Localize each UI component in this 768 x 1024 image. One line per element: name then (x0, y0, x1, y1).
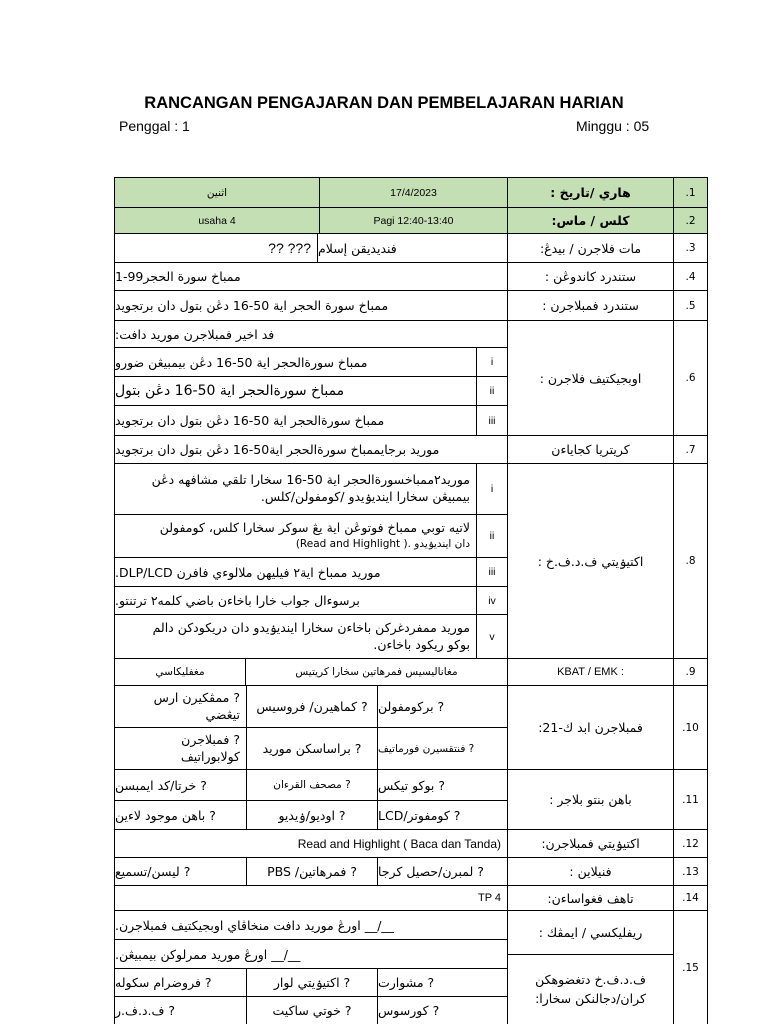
pak21-option: ? فمبلاجرن کولابوراتيف (180, 731, 240, 764)
learning-activity-value: Read and Highlight ( Baca dan Tanda) (297, 836, 501, 851)
objective-item: ممباخ سورةالحجر اية 50-16 دڠن بيمبيڠن ضورو (115, 354, 368, 370)
pak21-option: ? کماهيرن/ فروسيس (256, 699, 368, 714)
penggal-label: Penggal : 1 (119, 118, 190, 134)
objective-number: iii (488, 414, 496, 427)
postpone-reason: ? فروضرام سکوله (115, 975, 212, 990)
row-label-learning-activity: اکتيۏيتي فمبلاجرن: (541, 836, 640, 851)
activity-item: برسوءال جواب خارا باخاءن باضي کلمه٢ ترتنتو. (115, 593, 360, 608)
row-number: .14 (682, 892, 699, 904)
material-option: ? بوکو تيکس (378, 777, 446, 793)
activity-line: لاتيه توبي ممباخ فوتوڠن اية يڠ سوکر سخارا کلس، کومفولن (159, 520, 470, 536)
row-label-kbat: KBAT / EMK : (557, 666, 624, 678)
activity-item (115, 515, 476, 557)
activity-number: ii (489, 530, 495, 542)
assessment-option: ? فمرهاتين/ PBS (267, 864, 357, 879)
row-number: .7 (685, 443, 696, 456)
kbat-value: مغاناليسيس فمرهاتين سخارا کريتيس (295, 666, 458, 678)
learning-standard-value: ممباخ سورة الحجر اية 50-16 دڠن بتول دان برتجويد (115, 298, 389, 313)
assessment-option: ? لمبرن/حصيل کرجا (378, 864, 484, 879)
row-number: .12 (682, 837, 699, 850)
row-number: .4 (685, 270, 696, 283)
row-number: .6 (685, 372, 696, 384)
date-value: 17/4/2023 (390, 186, 437, 199)
postpone-reason: ? اکتيۏيتي لوار (273, 975, 351, 990)
row-number: .1 (685, 186, 696, 199)
activity-item: موريد ممباخ اية٢ فيليهن ملالوءي فافرن DLP/LCD. (115, 564, 381, 580)
row-label-assessment: فنيلاين : (569, 864, 612, 879)
row-number: .15 (682, 961, 699, 974)
row-label-learning-standard: ستندرد فمبلاجرن : (542, 298, 639, 313)
activity-line: موريد ممفردغرکن باخاءن سخارا اينديۏيدو دان دريکودکن دالم (152, 619, 470, 635)
row-label-reflection: ريفليکسي / ايمڤك : (538, 925, 643, 940)
reflection-achieved: __/__ اورڠ موريد دافت منخاڤاي اوبجيکتيف فمبلاجرن. (115, 917, 394, 933)
row-label-subject: مات فلاجرن / بيدڠ: (539, 240, 642, 256)
time-value: Pagi 12:40-13:40 (373, 214, 454, 227)
page-title: RANCANGAN PENGAJARAN DAN PEMBELAJARAN HARIAN (144, 94, 624, 112)
row-label-postponed (508, 955, 673, 1024)
activity-line: موريد٢ممباخسورةالحجر اية 50-16 سخارا تلقي مشافهه دڠن (151, 472, 470, 488)
postpone-reason: ? ف.د.ف.ر (115, 1003, 176, 1018)
row-label-materials: باهن بنتو بلاجر : (549, 792, 632, 807)
row-label-mastery-level: تاهف فغواساءن: (547, 890, 634, 906)
row-number: .8 (685, 555, 696, 567)
row-number: .2 (685, 214, 696, 227)
pak21-option: ? ممڤکيرن ارس تيڠضي (153, 689, 240, 722)
pak21-option: ? فنتقسيرن فورماتيف (378, 742, 475, 755)
activity-number: i (490, 483, 494, 495)
postpone-reason: ? خوتي ساکيت (272, 1003, 352, 1018)
row-label-class: كلس / ماس: (551, 213, 630, 228)
reflection-guidance: __/__ اورڠ موريد ممرلوکن بيمبيڠن. (115, 946, 301, 962)
topic-value: ?? ??? (268, 240, 311, 256)
row-label-21st-century: فمبلاجرن ابد ك-21: (538, 720, 643, 735)
assessment-option: ? ليسن/تسميع (115, 864, 191, 879)
activity-number: v (489, 630, 495, 643)
kbat-value: مغفليکاسي (155, 666, 205, 678)
material-option: ? خرتا/کد ايمبسن (115, 777, 207, 793)
postpone-reason: ? مشوارت (378, 975, 435, 990)
row-number: .9 (685, 666, 696, 678)
row-label-date: هاري /تاريخ : (550, 185, 631, 200)
row-number: .3 (685, 242, 696, 254)
objective-item: ممباخ سورةالحجر اية 50-16 دڠن بتول دان برتجويد (115, 413, 385, 428)
row-number: .11 (682, 793, 699, 806)
row-number: .13 (682, 865, 699, 878)
row-label-objectives: اوبجيکتيف فلاجرن : (539, 370, 642, 386)
activity-line: بيمبيڠن سخارا اينديۏيدو /کومفولن/کلس. (260, 489, 470, 504)
postpone-reason: ? کورسوس (378, 1003, 440, 1018)
success-criteria-value: موريد برجايممباخ سورةالحجر اية50-16 دڠن بتول دان برتجويد (115, 442, 440, 457)
material-option: ? باهن موجود لاءين (115, 807, 216, 823)
content-standard-value: ممباخ سورة الحجر99-1 (115, 269, 241, 284)
activity-item (115, 464, 476, 514)
activity-line: بوکو ريکود باخاءن. (373, 636, 470, 652)
objective-item: ممباخ سورةالحجر اية 50-16 دڠن بتول (115, 383, 345, 399)
objective-number: i (490, 356, 494, 368)
row-label-activities: اکتيۏيتي ف.د.ف.خ : (537, 553, 644, 569)
row-label-success-criteria: کريتريا کجاياءن (551, 442, 630, 457)
objective-number: ii (489, 385, 495, 397)
class-value: usaha 4 (198, 214, 236, 227)
material-option: ? اوديو/ۏيديو (278, 807, 346, 823)
activity-line: دان اينديۏيدو .( Read and Highlight) (295, 538, 470, 551)
material-option: ? مصحف القرءان (273, 779, 351, 791)
day-value: اثنين (206, 186, 228, 199)
activity-number: iv (488, 594, 496, 607)
subject-value: فنديديقن إسلام (318, 240, 397, 256)
activity-item (115, 615, 476, 658)
row-number: .5 (685, 299, 696, 312)
postponed-line-2: کران/دجالنکن سخارا: (535, 990, 646, 1006)
objectives-intro: فد اخير فمبلاجرن موريد دافت: (115, 326, 275, 342)
postponed-line-1: ف.د.ف.خ دتغضوهکن (535, 971, 646, 987)
pak21-option: ? براساسکن موريد (262, 741, 362, 756)
row-number: .10 (682, 721, 699, 734)
row-label-content-standard: ستندرد کاندوڠن : (544, 269, 637, 284)
activity-number: iii (488, 566, 496, 578)
minggu-label: Minggu : 05 (576, 118, 650, 134)
material-option: ? کومفوتر/LCD (378, 807, 461, 823)
pak21-option: ? برکومفولن (378, 699, 445, 714)
mastery-level-value: TP 4 (477, 892, 501, 904)
